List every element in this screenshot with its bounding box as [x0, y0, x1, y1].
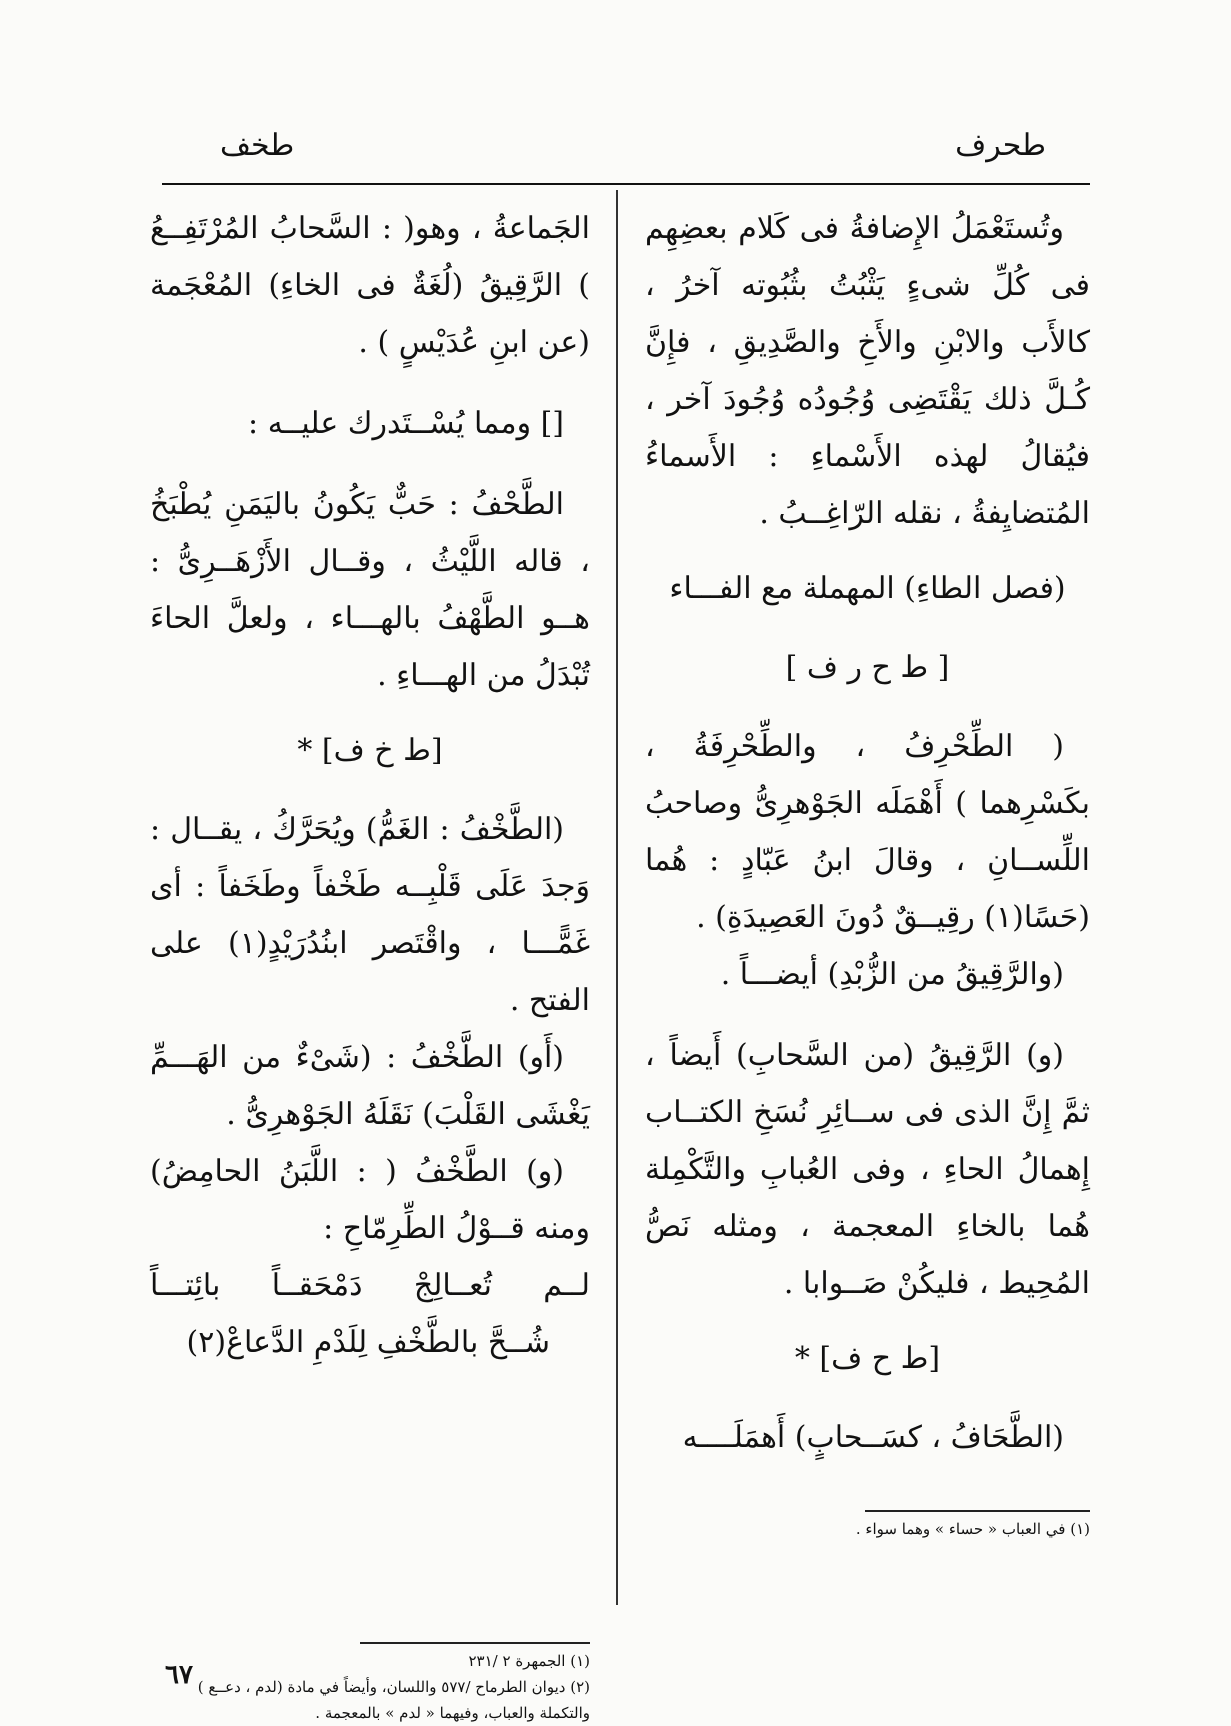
- paragraph: (و) الطَّخْفُ ( : اللَّبَنُ الحامِضُ) ومنه قــوْلُ الطِّرِمّاحِ :: [150, 1154, 590, 1246]
- header-rule: [162, 183, 1090, 185]
- footnote-rule: [360, 1642, 590, 1644]
- entry-heading: [ط ح ف] *: [794, 1341, 941, 1376]
- paragraph: (الطَّخْفُ : الغَمُّ) ويُحَرَّكُ ، يقــال : وَجدَ عَلَى قَلْبِــه طَخْفاً وطَخَفاً : أى غَمًّـــا ، واقْتَصر ابنُدُرَيْدٍ(١) على الفتح .: [150, 812, 591, 1018]
- footnote: (٢) ديوان الطرماح /٥٧٧ واللسان، وأيضاً في مادة (لدم ، دعــع ) والتكملة والعباب، وفيهما « لدم » بالمعجمة .: [197, 1678, 590, 1722]
- entry-heading: [ ط ح ر ف ]: [785, 650, 950, 685]
- footnote: (١) الجمهرة ٢ /٢٣١: [468, 1652, 590, 1670]
- paragraph: الطَّحْفُ : حَبٌّ يَكُونُ باليَمَنِ يُطْبَخُ ، قاله اللَّيْثُ ، وقــال الأَزْهَــرِىُّ : هــو الطَّهْفُ بالهـــاء ، ولعلَّ الحاءَ تُبْدَلُ من الهـــاءِ .: [150, 487, 590, 693]
- verse-line: شُــحَّ بالطَّخْفِ لِلَدْمِ الدَّعاعْ(٢): [186, 1325, 550, 1360]
- right-column: [645, 200, 1090, 1466]
- entry-heading: [ط خ ف] *: [297, 733, 443, 768]
- footnotes-right: [645, 1516, 1090, 1542]
- paragraph: ( الطِّحْرِفُ ، والطِّحْرِفَةُ ، بكَسْرِهما ) أَهْمَلَه الجَوْهرِىُّ وصاحبُ اللِّســانِ ، وقالَ ابنُ عَبّادٍ : هُما (حَسًا(١) رقِيــقٌ دُونَ العَصِيدَةِ) .: [645, 729, 1090, 935]
- left-column: [150, 200, 590, 1371]
- verse-line: لــم تُعــالِجْ دَمْحَقــاً بائِتـــاً: [150, 1268, 590, 1303]
- paragraph: (الطَّحَافُ ، كسَــحابٍ) أَهمَلَــــه: [682, 1420, 1064, 1455]
- section-heading: (فصل الطاءِ) المهملة مع الفـــاء: [669, 571, 1066, 606]
- paragraph: الجَماعةُ ، وهو( : السَّحابُ المُرْتَفِــعُ ) الرَّقِيقُ (لُغَةٌ فى الخاءِ) المُعْجَمة (عن ابنِ عُدَيْسٍ ) .: [150, 211, 590, 360]
- header-left-word: طخف: [220, 128, 295, 163]
- paragraph: وتُستَعْمَلُ الإِضافةُ فى كَلام بعضِهِم فى كُلِّ شىءٍ يَثْبُتُ بثُبُوته آخرُ ، كالأَب والابْنِ والأَخِ والصَّدِيقِ ، فإِنَّ كُـلَّ ذلك يَقْتَضِى وُجُودُه وُجُودَ آخر ، فيُقالُ لهذه الأَسْماءِ : الأَسماءُ المُتضايِفةُ ، نقله الرّاغِــبُ .: [645, 211, 1090, 531]
- paragraph: (و) الرَّقِيقُ (من السَّحابِ) أَيضاً ، ثمَّ إِنَّ الذى فى ســائِرِ نُسَخِ الكتــاب إِهمالُ الحاءِ ، وفى العُبابِ والتَّكْمِلة هُما بالخاءِ المعجمة ، ومثله نَصُّ المُحِيط ، فليكُنْ صَــوابا .: [645, 1038, 1090, 1301]
- footnote: (١) في العباب « حساء » وهما سواء .: [855, 1520, 1090, 1538]
- paragraph: (والرَّقِيقُ من الزُّبْدِ) أيضـــاً .: [720, 957, 1064, 992]
- paragraph: (أَو) الطَّخْفُ : (شَىْءٌ من الهَـــمِّ يَغْشَى القَلْبَ) نَقَلَهُ الجَوْهرِىُّ .: [150, 1040, 590, 1132]
- footnotes-left: [150, 1648, 590, 1726]
- column-divider: [616, 190, 618, 1605]
- paragraph: [] ومما يُسْــتَدرك عليــه :: [248, 406, 564, 441]
- page-number: ٦٧: [165, 1660, 193, 1690]
- footnote-rule: [865, 1510, 1090, 1512]
- header-right-word: طحرف: [955, 128, 1046, 163]
